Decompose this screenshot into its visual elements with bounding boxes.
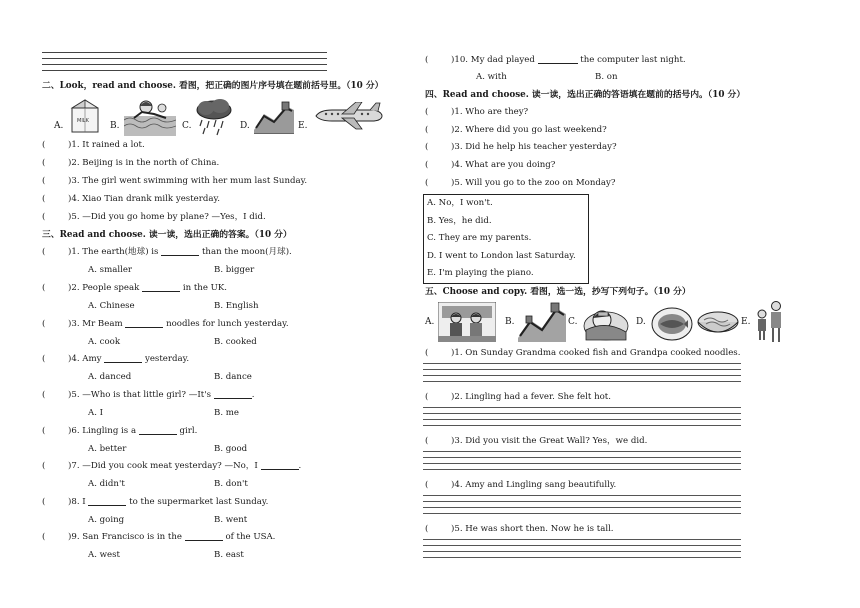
s5-pic-label-d: D. xyxy=(636,317,646,327)
section3-title: 三、Read and choose. 读一读，选出正确的答案。（10 分） xyxy=(42,230,292,240)
s3-q7-option-a: A. didn't xyxy=(88,479,125,489)
s5-pic-label-b: B. xyxy=(505,317,515,327)
s3-q8-option-a: A. going xyxy=(88,515,125,525)
milk-carton-icon xyxy=(68,98,102,134)
s3-q10-option-a: A. with xyxy=(476,72,507,82)
writing-line xyxy=(42,52,327,53)
s3-q6-option-b: B. good xyxy=(214,444,248,454)
s2-pic-label-e: E. xyxy=(298,121,308,131)
s4-answer-d: D. I went to London last Saturday. xyxy=(427,250,576,261)
writing-line xyxy=(42,58,327,59)
s3-q9-option-a: A. west xyxy=(88,550,120,560)
s2-item-2: ( )2. Beijing is in the north of China. xyxy=(42,158,220,168)
s4-question-5: ( )5. Will you go to the zoo on Monday? xyxy=(425,178,616,188)
s5-sentence-4: ( )4. Amy and Lingling sang beautifully. xyxy=(425,480,617,490)
sick-child-icon xyxy=(582,302,630,342)
s2-item-1: ( )1. It rained a lot. xyxy=(42,140,145,150)
s3-question-3: ( )3. Mr Beam noodles for lunch yesterday. xyxy=(42,319,289,329)
s3-q7-option-b: B. don't xyxy=(214,479,248,489)
s2-item-5: ( )5. —Did you go home by plane? —Yes，I did. xyxy=(42,212,266,222)
s3-q3-option-a: A. cook xyxy=(88,337,121,347)
s4-question-1: ( )1. Who are they? xyxy=(425,107,529,117)
s3-q9-option-b: B. east xyxy=(214,550,244,560)
s3-question-2: ( )2. People speak in the UK. xyxy=(42,283,228,293)
section4-title: 四、Read and choose. 读一读，选出正确的答语填在题前的括号内。（10 分） xyxy=(425,90,746,100)
s3-question-6: ( )6. Lingling is a girl. xyxy=(42,426,198,436)
section5-title: 五、Choose and copy. 看图，选一选，抄写下列句子。（10 分） xyxy=(425,287,691,297)
s3-question-4: ( )4. Amy yesterday. xyxy=(42,354,190,364)
section2-title: 二、Look，read and choose. 看图，把正确的图片序号填在题前括号里。（10 分） xyxy=(42,81,384,91)
swimming-girl-icon xyxy=(124,96,176,136)
two-kids-classroom-icon xyxy=(438,302,496,342)
s3-q1-option-b: B. bigger xyxy=(214,265,255,275)
s4-answer-c: C. They are my parents. xyxy=(427,233,532,244)
writing-line xyxy=(42,70,327,71)
great-wall-icon xyxy=(518,302,566,342)
s4-question-3: ( )3. Did he help his teacher yesterday? xyxy=(425,142,617,152)
s3-question-1: ( )1. The earth(地球) is than the moon(月球). xyxy=(42,247,292,257)
s3-q5-option-b: B. me xyxy=(214,408,240,418)
s4-answer-a: A. No，I won't. xyxy=(427,198,493,208)
s5-pic-label-c: C. xyxy=(568,317,578,327)
great-wall-icon xyxy=(254,100,294,134)
s2-pic-label-c: C. xyxy=(182,121,192,131)
s4-answer-box xyxy=(423,194,589,284)
s5-copy-lines-3 xyxy=(423,451,741,475)
s3-question-7: ( )7. —Did you cook meat yesterday? —No，I . xyxy=(42,461,302,471)
s2-item-3: ( )3. The girl went swimming with her mum last Sunday. xyxy=(42,176,308,186)
top-writing-lines xyxy=(42,52,327,76)
s3-q10-option-b: B. on xyxy=(595,72,618,82)
s3-question-9: ( )9. San Francisco is in the of the USA. xyxy=(42,532,276,542)
s3-q5-option-a: A. I xyxy=(88,408,104,418)
s5-sentence-5: ( )5. He was short then. Now he is tall. xyxy=(425,524,614,534)
s3-q2-option-b: B. English xyxy=(214,301,259,311)
s5-pic-label-e: E. xyxy=(741,317,751,327)
s3-question-5: ( )5. —Who is that little girl? —It's . xyxy=(42,390,255,400)
rain-cloud-icon xyxy=(194,98,234,136)
s3-q4-option-a: A. danced xyxy=(88,372,132,382)
s4-answer-b: B. Yes，he did. xyxy=(427,215,492,226)
two-kids-standing-icon xyxy=(754,298,784,344)
s2-pic-label-a: A. xyxy=(54,121,64,131)
s2-item-4: ( )4. Xiao Tian drank milk yesterday. xyxy=(42,194,220,204)
s5-copy-lines-1 xyxy=(423,363,741,387)
s5-sentence-1: ( )1. On Sunday Grandma cooked fish and Grandpa cooked noodles. xyxy=(425,348,741,358)
s5-sentence-2: ( )2. Lingling had a fever. She felt hot. xyxy=(425,392,611,402)
s2-pic-label-d: D. xyxy=(240,121,250,131)
s3-q2-option-a: A. Chinese xyxy=(88,301,135,311)
s5-copy-lines-4 xyxy=(423,495,741,519)
s4-question-2: ( )2. Where did you go last weekend? xyxy=(425,125,607,135)
s3-q6-option-a: A. better xyxy=(88,444,127,454)
s5-sentence-3: ( )3. Did you visit the Great Wall? Yes，we did. xyxy=(425,436,648,446)
s4-question-4: ( )4. What are you doing? xyxy=(425,160,556,170)
s3-question-10: ( )10. My dad played the computer last night. xyxy=(425,55,686,65)
s3-question-8: ( )8. I to the supermarket last Sunday. xyxy=(42,497,269,507)
s5-copy-lines-2 xyxy=(423,407,741,431)
s4-answer-e: E. I'm playing the piano. xyxy=(427,268,534,279)
s2-pic-label-b: B. xyxy=(110,121,120,131)
svg-text:MILK: MILK xyxy=(77,118,89,124)
s3-q4-option-b: B. dance xyxy=(214,372,252,382)
s3-q1-option-a: A. smaller xyxy=(88,265,133,275)
fish-and-noodles-icon xyxy=(650,302,740,342)
s3-q8-option-b: B. went xyxy=(214,515,248,525)
s5-copy-lines-5 xyxy=(423,539,741,563)
s5-pic-label-a: A. xyxy=(425,317,435,327)
s3-q3-option-b: B. cooked xyxy=(214,337,257,347)
airplane-icon xyxy=(312,102,384,130)
writing-line xyxy=(42,64,327,65)
